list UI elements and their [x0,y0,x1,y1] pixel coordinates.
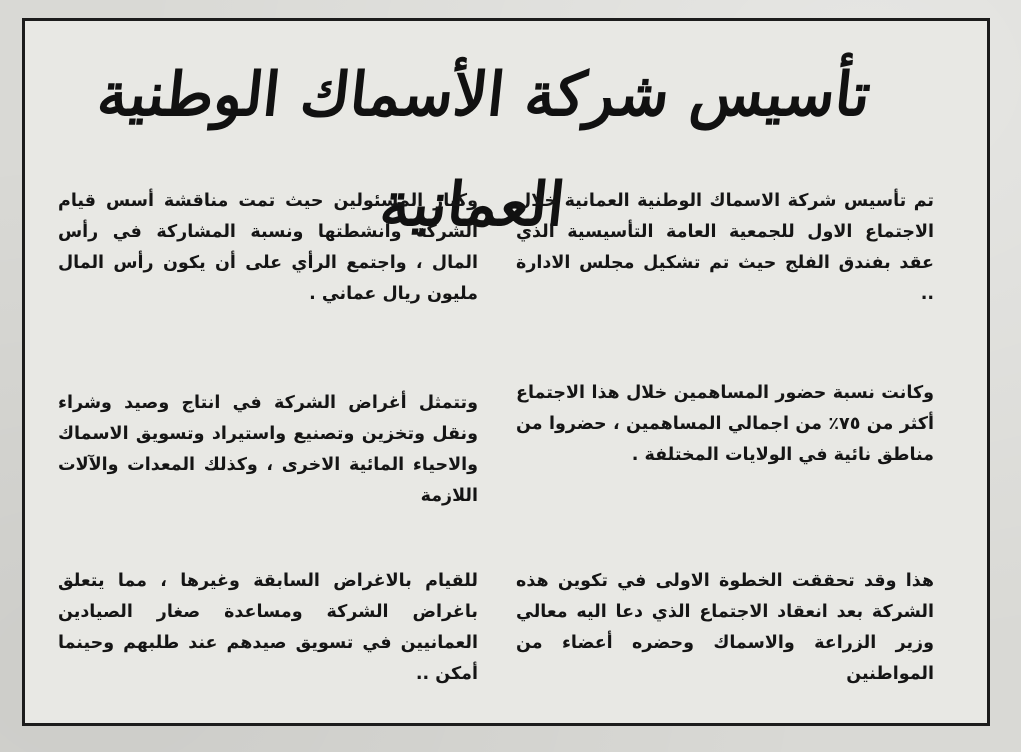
right-paragraph-1: تم تأسيس شركة الاسماك الوطنية العمانية خلال الاجتماع الاول للجمعية العامة التأسيسية الذي عقد بفندق الفلج حيث تم تشكيل مجلس الادارة .. [516,191,934,304]
left-paragraph-3: للقيام بالاغراض السابقة وغيرها ، مما يتعلق باغراض الشركة ومساعدة صغار الصيادين العمانيين في تسويق صيدهم عند طلبهم وحينما أمكن .. [58,571,478,684]
article-headline: تأسيس شركة الأسماك الوطنية العمانية [94,60,874,240]
left-paragraph-1: وكبار المسئولين حيث تمت مناقشة أسس قيام الشركة وأنشطتها ونسبة المشاركة في رأس المال ، واجتمع الرأي على أن يكون رأس المال مليون ريال عماني . [58,191,478,304]
right-paragraph-2: وكانت نسبة حضور المساهمين خلال هذا الاجتماع أكثر من ٧٥٪ من اجمالي المساهمين ، حضروا من مناطق نائية في الولايات المختلفة . [516,383,934,465]
right-paragraph-3: هذا وقد تحققت الخطوة الاولى في تكوين هذه الشركة بعد انعقاد الاجتماع الذي دعا اليه معالي وزير الزراعة والاسماك وحضره أعضاء من المواطنين [516,571,934,684]
left-paragraph-2: وتتمثل أغراض الشركة في انتاج وصيد وشراء ونقل وتخزين وتصنيع واستيراد وتسويق الاسماك والاحياء المائية الاخرى ، وكذلك المعدات والآلات اللازمة [58,393,478,506]
